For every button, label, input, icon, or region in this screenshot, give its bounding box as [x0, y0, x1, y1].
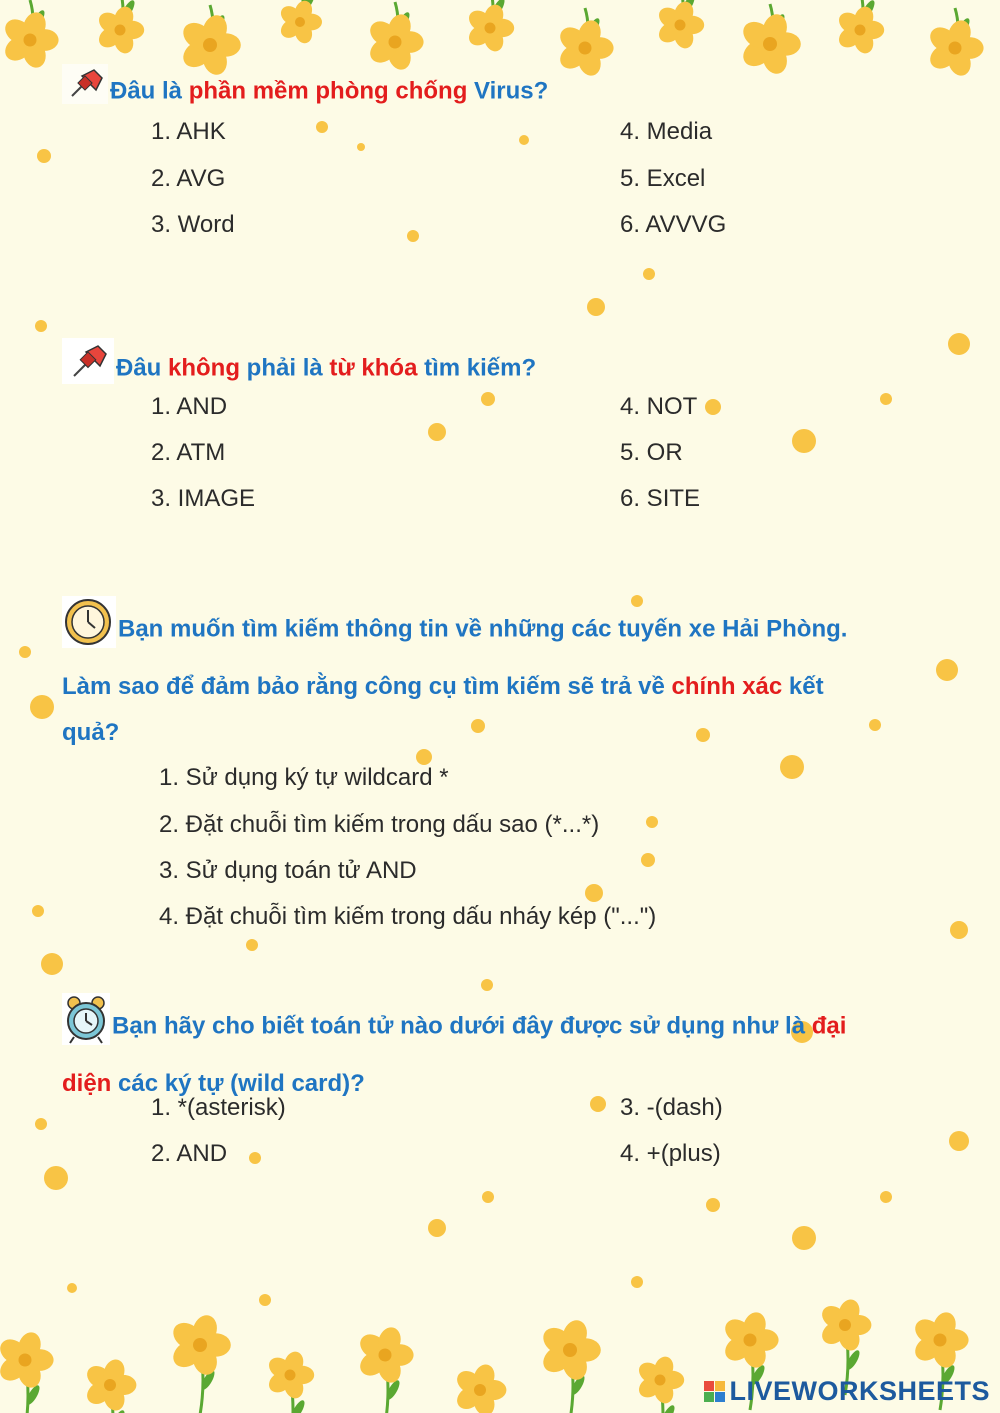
- decor-dot: [519, 135, 529, 145]
- q1-option-3: 3. Word: [151, 211, 235, 238]
- flower-decoration: [655, 0, 704, 51]
- flower-decoration: [365, 2, 423, 73]
- decor-dot: [41, 953, 63, 975]
- decor-dot: [357, 143, 365, 151]
- flower-decoration: [95, 0, 144, 56]
- decor-dot: [32, 905, 44, 917]
- flower-decoration: [0, 1329, 54, 1413]
- decor-dot: [37, 149, 51, 163]
- decor-dot: [407, 230, 419, 242]
- decor-dot: [641, 853, 655, 867]
- pushpin-icon: [62, 338, 114, 400]
- decor-dot: [246, 939, 258, 951]
- q1-option-4: 4. Media: [620, 118, 713, 145]
- decor-dot: [585, 884, 603, 902]
- flower-decoration: [635, 1354, 684, 1413]
- question-1: Đâu là phần mềm phòng chống Virus?: [62, 64, 952, 120]
- q2-option-3: 3. IMAGE: [151, 485, 256, 512]
- brand-logo-icon: [704, 1381, 725, 1402]
- flower-decoration: [835, 0, 884, 56]
- decor-dot: [35, 1118, 47, 1130]
- decor-dot: [67, 1283, 77, 1293]
- q1-option-1: 1. AHK: [151, 118, 226, 145]
- flower-decoration: [277, 0, 322, 46]
- decor-dot: [428, 1219, 446, 1237]
- decor-dot: [481, 979, 493, 991]
- decor-dot: [35, 320, 47, 332]
- flower-decoration: [265, 1349, 314, 1413]
- decor-dot: [643, 268, 655, 280]
- q3-option-4: 4. Đặt chuỗi tìm kiếm trong dấu nháy kép ("..."): [159, 903, 657, 930]
- decor-dot: [950, 921, 968, 939]
- decor-dot: [792, 1226, 816, 1250]
- flower-decoration: [453, 1362, 507, 1413]
- decor-dot: [646, 816, 658, 828]
- q4-option-3: 3. -(dash): [620, 1094, 723, 1121]
- decor-dot: [631, 1276, 643, 1288]
- question-2: Đâu không phải là từ khóa tìm kiếm?: [62, 338, 952, 400]
- decor-dot: [19, 646, 31, 658]
- question-3: Bạn muốn tìm kiếm thông tin về những các tuyến xe Hải Phòng. Làm sao để đảm bảo rằng công cụ tìm kiếm sẽ trả về chính xác kết quả?: [62, 596, 952, 756]
- decor-dot: [482, 1191, 494, 1203]
- pushpin-icon: [62, 64, 108, 120]
- decor-dot: [44, 1166, 68, 1190]
- q2-option-4: 4. NOT: [620, 393, 698, 420]
- q2-option-2: 2. ATM: [151, 439, 226, 466]
- decor-dot: [880, 1191, 892, 1203]
- q2-option-1: 1. AND: [151, 393, 228, 420]
- q2-option-5: 5. OR: [620, 439, 683, 466]
- decor-dot: [587, 298, 605, 316]
- flower-decoration: [83, 1357, 137, 1413]
- clock-icon: [62, 596, 116, 664]
- decor-dot: [706, 1198, 720, 1212]
- q4-option-2: 2. AND: [151, 1140, 228, 1167]
- q2-option-6: 6. SITE: [620, 485, 701, 512]
- brand-name: LIVEWORKSHEETS: [729, 1376, 990, 1406]
- decor-dot: [949, 1131, 969, 1151]
- flower-decoration: [168, 1312, 231, 1413]
- flower-decoration: [0, 0, 58, 71]
- decor-dot: [428, 423, 446, 441]
- q4-option-4: 4. +(plus): [620, 1140, 721, 1167]
- decor-dot: [30, 695, 54, 719]
- decor-dot: [792, 429, 816, 453]
- flower-decoration: [355, 1324, 413, 1413]
- liveworksheets-logo[interactable]: [704, 1376, 990, 1407]
- question-4: Bạn hãy cho biết toán tử nào dưới đây được sử dụng như là đại diện các ký tự (wild card)?: [62, 993, 952, 1107]
- alarm-clock-icon: [62, 993, 110, 1061]
- decor-dot: [705, 399, 721, 415]
- decor-dot: [316, 121, 328, 133]
- decor-dot: [259, 1294, 271, 1306]
- flower-decoration: [465, 0, 514, 54]
- decor-dot: [249, 1152, 261, 1164]
- q4-option-1: 1. *(asterisk): [151, 1094, 286, 1121]
- q1-option-5: 5. Excel: [620, 165, 706, 192]
- flower-decoration: [538, 1317, 601, 1413]
- q3-option-3: 3. Sử dụng toán tử AND: [159, 857, 417, 884]
- q1-option-6: 6. AVVVG: [620, 211, 727, 238]
- decor-dot: [780, 755, 804, 779]
- q3-option-2: 2. Đặt chuỗi tìm kiếm trong dấu sao (*...*): [159, 811, 600, 838]
- q1-option-2: 2. AVG: [151, 165, 226, 192]
- q3-option-1: 1. Sử dụng ký tự wildcard *: [159, 764, 449, 791]
